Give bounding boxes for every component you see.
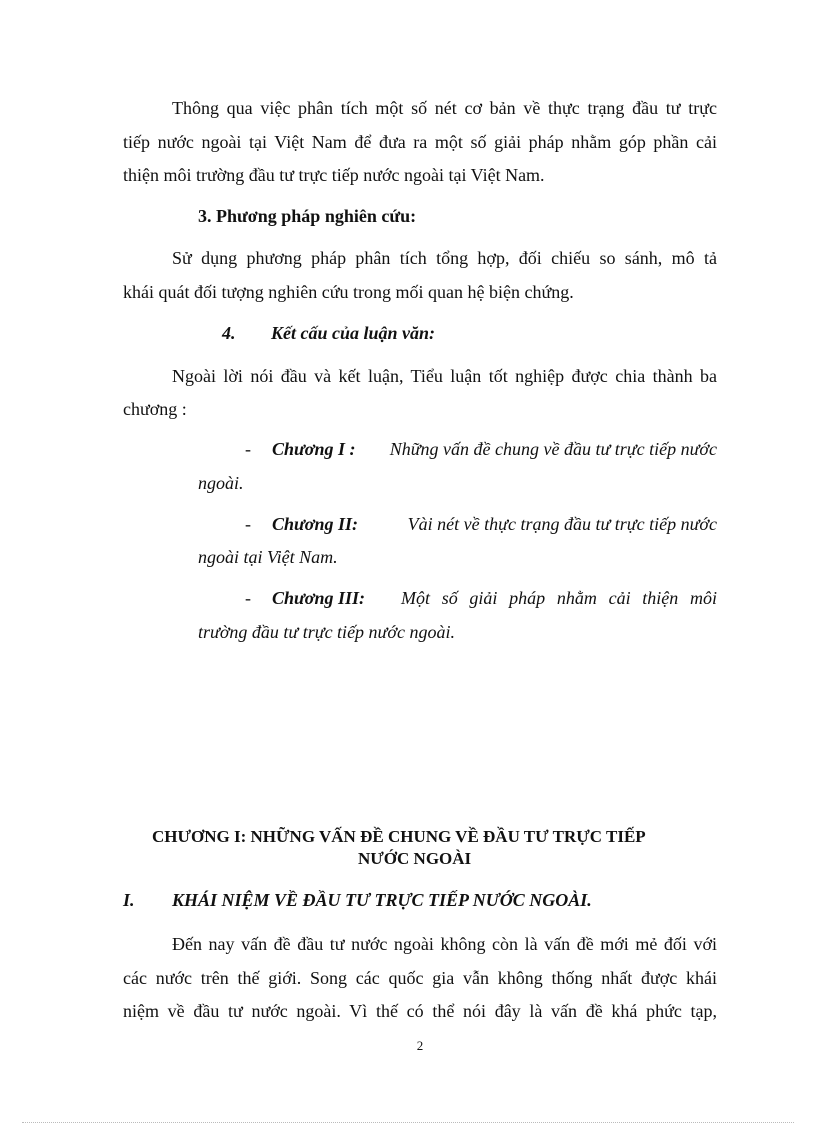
chapter-1-bullet: - [245,439,251,459]
section-3-heading: 3. Phương pháp nghiên cứu: [198,206,417,226]
body-line-2: các nước trên thế giới. Song các quốc gia vẫn không thống nhất được khái [123,968,717,988]
chapter-2-bullet: - [245,514,251,534]
intro-line-1: Thông qua việc phân tích một số nét cơ bản về thực trạng đầu tư trực [172,98,717,118]
intro-line-2: tiếp nước ngoài tại Việt Nam để đưa ra một số giải pháp nhằm góp phần cải [123,132,717,152]
section-3-line-1: Sử dụng phương pháp phân tích tổng hợp, đối chiếu so sánh, mô tả [172,248,717,268]
chapter-2-text: Vài nét về thực trạng đầu tư trực tiếp nước [407,514,717,534]
section-I-number: I. [123,890,135,910]
page-number: 2 [416,1038,424,1053]
section-4-heading: Kết cấu của luận văn: [271,323,436,343]
intro-line-3: thiện môi trường đầu tư trực tiếp nước ngoài tại Việt Nam. [123,165,545,185]
chapter-1-cont: ngoài. [198,473,244,493]
chapter-2-cont: ngoài tại Việt Nam. [198,547,338,567]
chapter-title-line-2: NƯỚC NGOÀI [358,849,472,868]
section-4-number: 4. [222,323,236,343]
chapter-3-bullet: - [245,588,251,608]
section-I-heading: KHÁI NIỆM VỀ ĐẦU TƯ TRỰC TIẾP NƯỚC NGOÀI. [172,890,592,910]
section-4-line-2: chương : [123,399,187,419]
chapter-3-cont: trường đầu tư trực tiếp nước ngoài. [198,622,455,642]
chapter-1-label: Chương I : [272,439,356,459]
section-3-line-2: khái quát đối tượng nghiên cứu trong mối quan hệ biện chứng. [123,282,574,302]
chapter-2-label: Chương II: [272,514,358,534]
chapter-3-text: Một số giải pháp nhằm cải thiện môi [401,588,717,608]
body-line-3: niệm về đầu tư nước ngoài. Vì thế có thể nói đây là vấn đề khá phức tạp, [123,1001,717,1021]
body-line-1: Đến nay vấn đề đầu tư nước ngoài không còn là vấn đề mới mẻ đối với [172,934,717,954]
chapter-title-line-1: CHƯƠNG I: NHỮNG VẤN ĐỀ CHUNG VỀ ĐẦU TƯ TRỰC TIẾP [152,827,646,846]
section-4-line-1: Ngoài lời nói đầu và kết luận, Tiểu luận tốt nghiệp được chia thành ba [172,366,717,386]
chapter-1-text: Những vấn đề chung về đầu tư trực tiếp nước [389,439,717,459]
chapter-3-label: Chương III: [272,588,365,608]
